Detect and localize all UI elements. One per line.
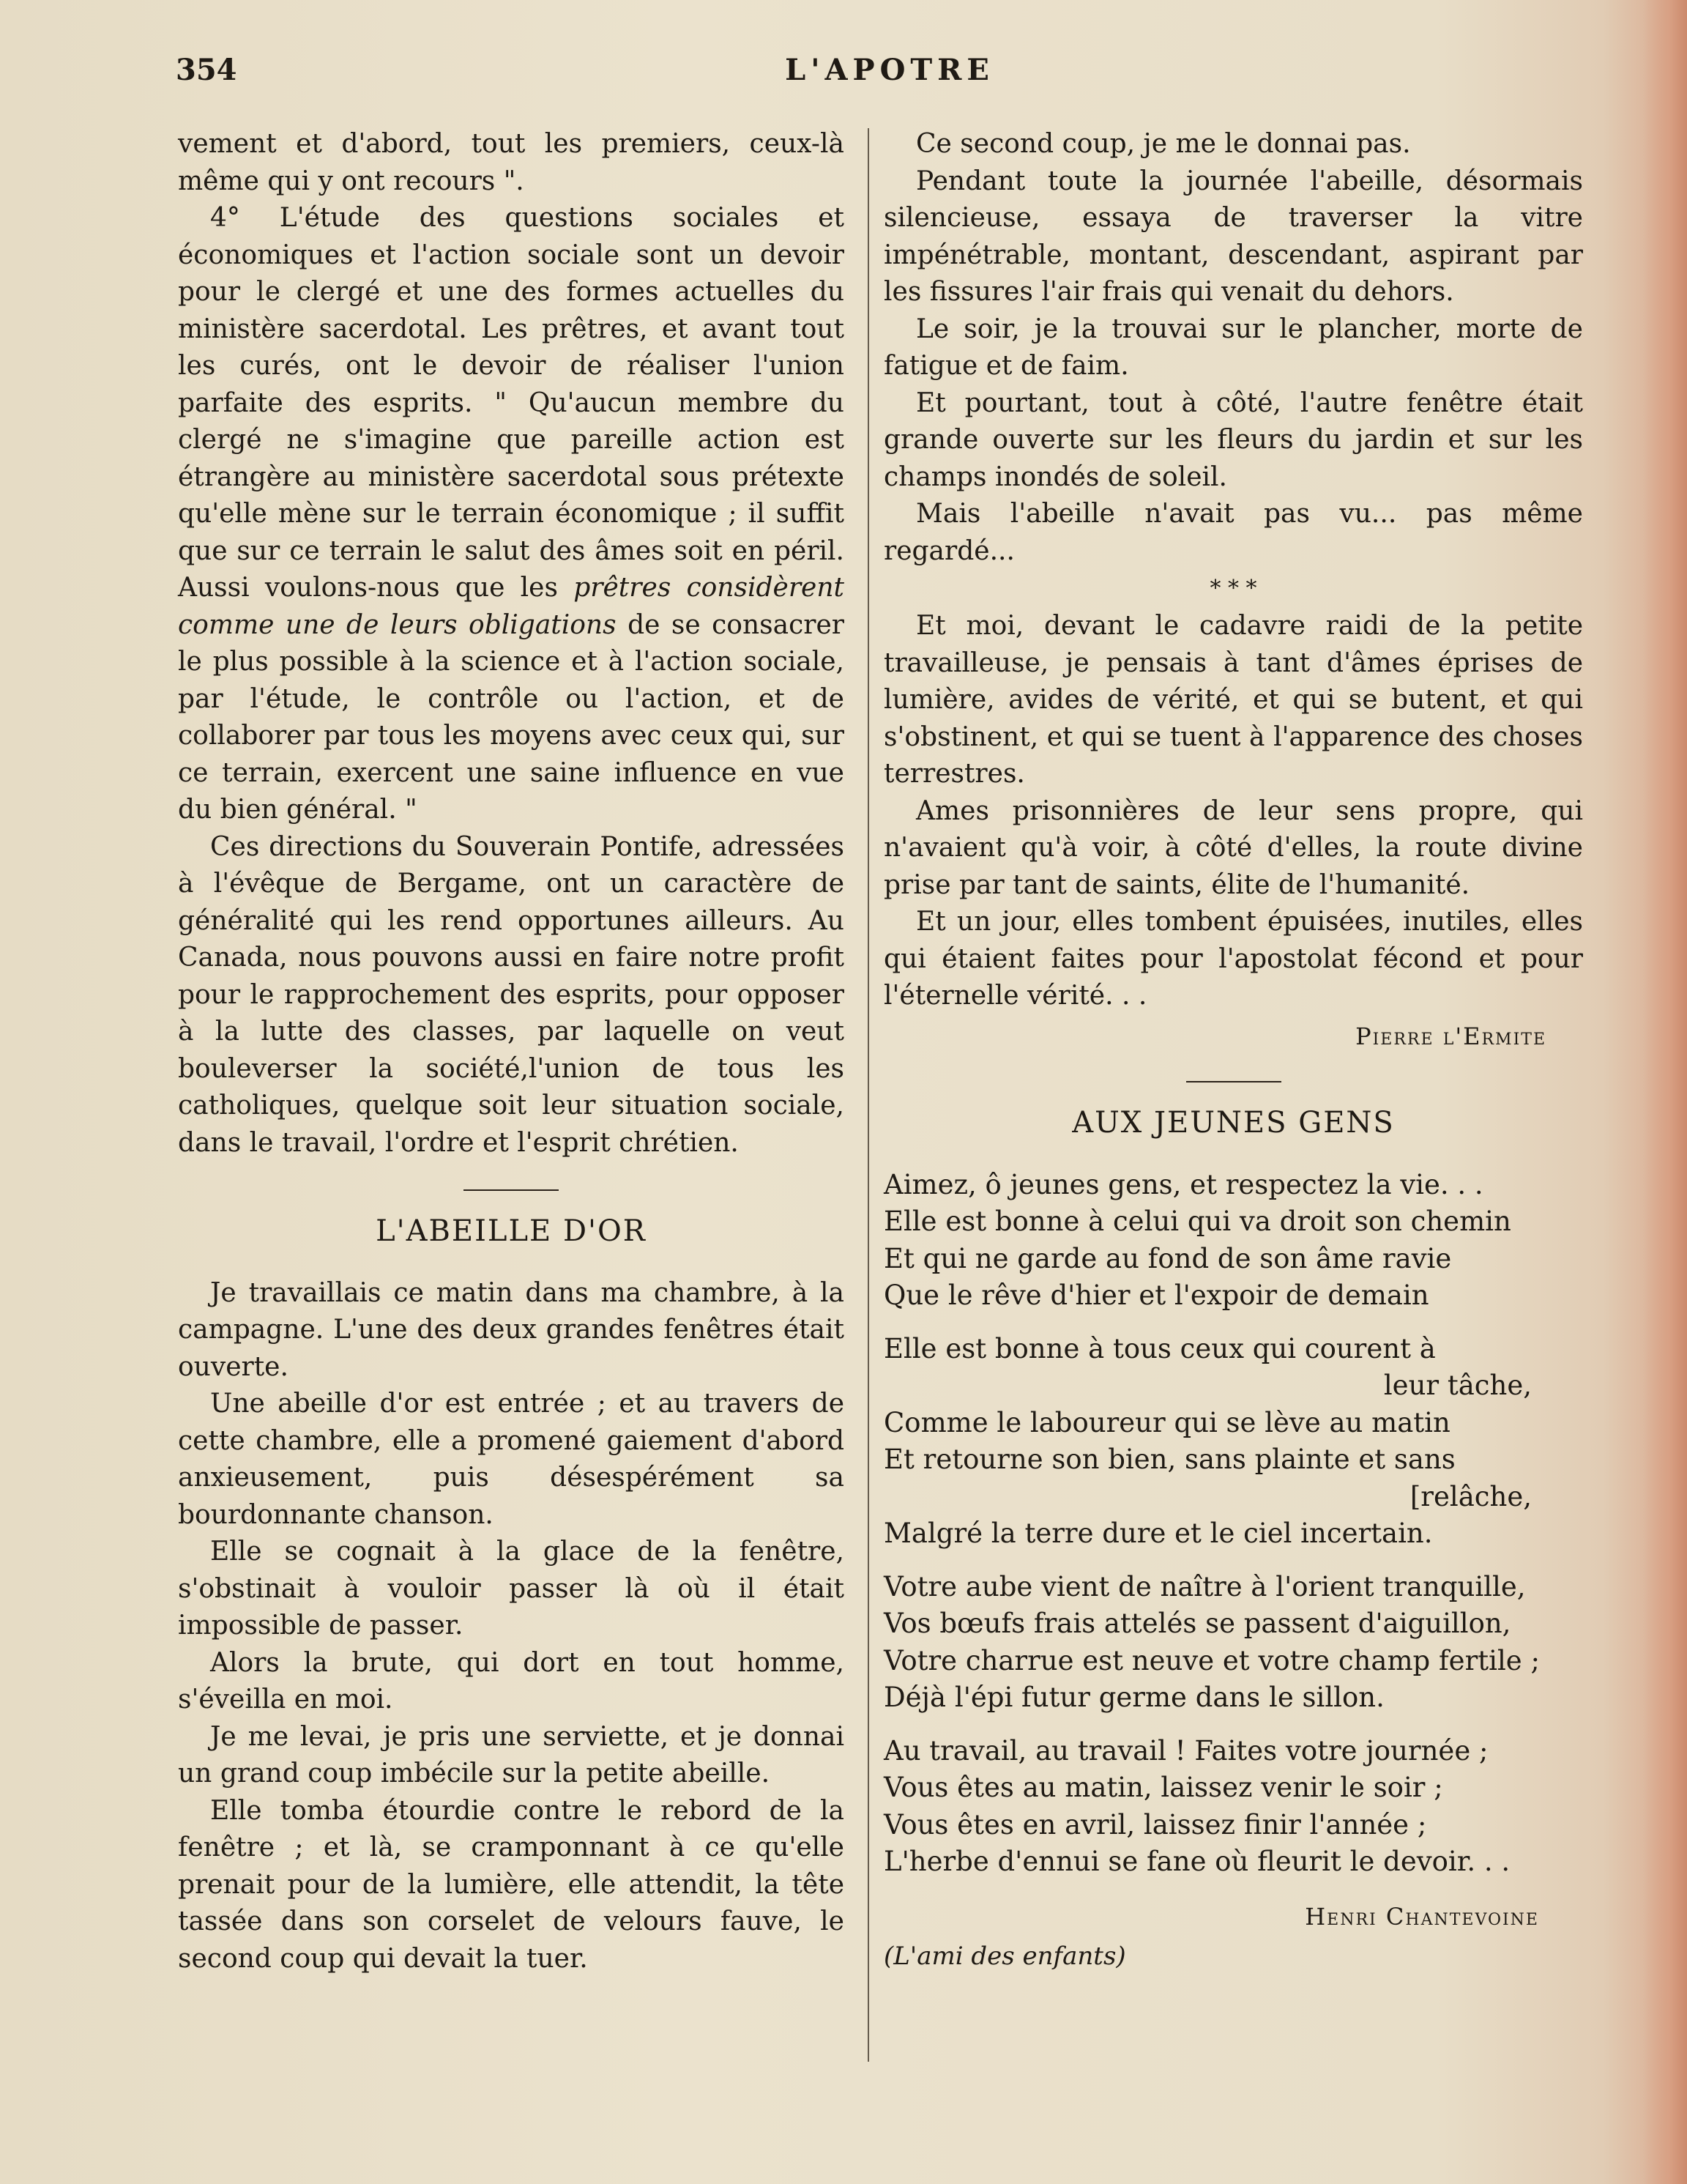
poem-line: Et qui ne garde au fond de son âme ravie xyxy=(884,1242,1452,1274)
author-signature: Pierre l'Ermite xyxy=(1355,1022,1546,1050)
poem-line: Votre charrue est neuve et votre champ fertile ; xyxy=(884,1644,1540,1676)
asterism: * * * xyxy=(1210,576,1257,601)
paragraph: Mais l'abeille n'avait pas vu... pas même regardé... xyxy=(884,499,1583,566)
poem-line: Aimez, ô jeunes gens, et respectez la vie. . . xyxy=(884,1168,1483,1200)
paragraph: Pendant toute la journée l'abeille, désormais silencieuse, essaya de traverser la vitre impénétrable, montant, descendant, aspirant par les fissures l'air frais qui venait du dehors. xyxy=(884,166,1583,307)
poem-line: Que le rêve d'hier et l'expoir de demain xyxy=(884,1279,1429,1311)
paragraph: Et moi, devant le cadavre raidi de la petite travailleuse, je pensais à tant d'âmes éprises de lumière, avides de vérité, et qui se butent, et qui s'obstinent, et qui se tuent à l'apparence des choses terrestres. xyxy=(884,611,1583,789)
paragraph: vement et d'abord, tout les premiers, ceux-là même qui y ont recours ". xyxy=(178,129,844,196)
left-column xyxy=(178,126,844,1977)
page-number: 354 xyxy=(176,53,237,87)
poem-line-continuation: [relâche, xyxy=(1409,1480,1532,1512)
source-citation xyxy=(884,1938,1583,1975)
poem-stanza xyxy=(884,1331,1583,1553)
poem-line-continuation: leur tâche, xyxy=(1383,1370,1532,1401)
poem-line: Déjà l'épi futur germe dans le sillon. xyxy=(884,1682,1385,1713)
poem-line: Comme le laboureur qui se lève au matin xyxy=(884,1406,1450,1438)
poem xyxy=(884,1167,1583,1881)
poem-line: Vous êtes au matin, laissez venir le soir ; xyxy=(884,1772,1443,1803)
paragraph-text: de se consacrer le plus possible à la science et à l'action sociale, par l'étude, le contrôle ou l'action, et de collaborer par tous les moyens avec ceux qui, sur ce terrain, exercent une saine influence en vue du bien général. " xyxy=(178,609,844,825)
section-title-abeille: L'ABEILLE D'OR xyxy=(376,1214,647,1248)
paragraph xyxy=(178,200,844,829)
paragraph: Le soir, je la trouvai sur le plancher, morte de fatigue et de faim. xyxy=(884,313,1583,381)
right-column xyxy=(884,126,1583,1975)
poem-line: L'herbe d'ennui se fane où fleurit le devoir. . . xyxy=(884,1846,1511,1877)
poem-line: Vos bœufs frais attelés se passent d'aiguillon, xyxy=(884,1608,1511,1639)
poem-stanza xyxy=(884,1569,1583,1717)
poem-line: Et retourne son bien, sans plainte et sans xyxy=(884,1444,1456,1475)
poem-line: Au travail, au travail ! Faites votre journée ; xyxy=(884,1734,1489,1767)
source-title: (L'ami des enfants) xyxy=(884,1942,1126,1971)
page-edge-discoloration xyxy=(1643,0,1687,2184)
paragraph: Ces directions du Souverain Pontife, adressées à l'évêque de Bergame, ont un caractère de généralité qui les rend opportunes ailleurs. Au Canada, nous pouvons aussi en faire notre profit pour le rapprochement des esprits, pour opposer à la lutte des classes, par laquelle on veut bouleverser la société,l'union de tous les catholiques, quelque soit leur situation sociale, dans le travail, l'ordre et l'esprit chrétien. xyxy=(178,831,844,1158)
paragraph: Une abeille d'or est entrée ; et au travers de cette chambre, elle a promené gaiement d'abord anxieusement, puis désespérément sa bourdonnante chanson. xyxy=(178,1389,844,1530)
paragraph: Je travaillais ce matin dans ma chambre, à la campagne. L'une des deux grandes fenêtres était ouverte. xyxy=(178,1277,844,1382)
paragraph: Je me levai, je pris une serviette, et je donnai un grand coup imbécile sur la petite abeille. xyxy=(178,1721,844,1789)
paragraph: Et un jour, elles tombent épuisées, inutiles, elles qui étaient faites pour l'apostolat fécond et pour l'éternelle vérité. . . xyxy=(884,907,1583,1011)
section-divider xyxy=(1186,1081,1281,1082)
page-header xyxy=(176,53,1604,97)
paragraph-text: 4° L'étude des questions sociales et économiques et l'action sociale sont un devoir pour le clergé et une des formes actuelles du ministère sacerdotal. Les prêtres, et avant tout les curés, ont le devoir de réaliser l'union parfaite des esprits. " Qu'aucun membre du clergé ne s'imagine que pareille action est étrangère au ministère sacerdotal sous prétexte qu'elle mène sur le terrain économique ; il suffit que sur ce terrain le salut des âmes soit en péril. Aussi voulons-nous que les xyxy=(178,203,844,603)
poem-author-signature: Henri Chantevoine xyxy=(1305,1902,1539,1931)
poem-line: Vous êtes en avril, laissez finir l'année ; xyxy=(884,1808,1427,1841)
column-divider xyxy=(868,128,869,2062)
italic-phrase: prêtres considèrent comme une de leurs obligations xyxy=(178,573,844,640)
paragraph: Alors la brute, qui dort en tout homme, s'éveilla en moi. xyxy=(178,1647,844,1715)
section-title-poem: AUX JEUNES GENS xyxy=(1072,1106,1395,1140)
paragraph: Elle se cognait à la glace de la fenêtre, s'obstinait à vouloir passer là où il était impossible de passer. xyxy=(178,1537,844,1641)
poem-stanza xyxy=(884,1733,1583,1881)
paragraph: Ames prisonnières de leur sens propre, qui n'avaient qu'à voir, à côté d'elles, la route divine prise par tant de saints, élite de l'humanité. xyxy=(884,795,1583,900)
poem-line: Malgré la terre dure et le ciel incertain. xyxy=(884,1518,1433,1549)
poem-line: Elle est bonne à celui qui va droit son chemin xyxy=(884,1206,1511,1237)
poem-line: Elle est bonne à tous ceux qui courent à xyxy=(884,1332,1436,1364)
paragraph: Et pourtant, tout à côté, l'autre fenêtre était grande ouverte sur les fleurs du jardin et sur les champs inondés de soleil. xyxy=(884,387,1583,492)
paragraph: Elle tomba étourdie contre le rebord de la fenêtre ; et là, se cramponnant à ce qu'elle prenait pour de la lumière, elle attendit, la tête tassée dans son corselet de velours fauve, le second coup qui devait la tuer. xyxy=(178,1795,844,1974)
running-title: L'APOTRE xyxy=(785,53,994,87)
poem-line: Votre aube vient de naître à l'orient tranquille, xyxy=(884,1570,1526,1602)
paragraph: Ce second coup, je me le donnai pas. xyxy=(916,129,1411,159)
poem-stanza xyxy=(884,1167,1583,1315)
section-divider xyxy=(463,1189,559,1191)
